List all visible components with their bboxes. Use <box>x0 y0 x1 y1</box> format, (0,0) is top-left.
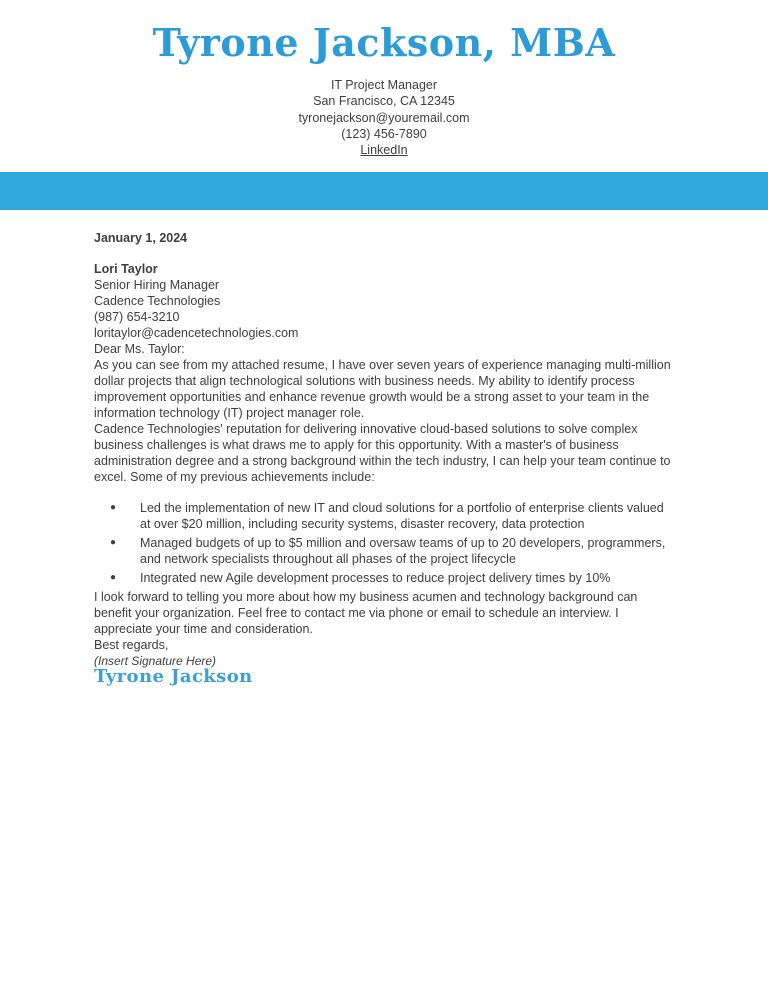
recipient-company: Cadence Technologies <box>94 294 221 309</box>
letter-body <box>0 210 768 688</box>
recipient-phone: (987) 654-3210 <box>94 310 180 325</box>
recipient-title: Senior Hiring Manager <box>94 278 220 293</box>
location: San Francisco, CA 12345 <box>313 94 455 109</box>
achievements-list <box>94 500 672 586</box>
achievement-item <box>94 570 672 586</box>
achievement-text: Led the implementation of new IT and cloud solutions for a portfolio of enterprise clients valued at over $20 million, including security systems, disaster recovery, data protection <box>140 501 664 532</box>
bullet-icon: ● <box>110 537 117 549</box>
bullet-icon: ● <box>110 572 117 584</box>
valediction: Best regards, <box>94 638 169 653</box>
email: tyronejackson@youremail.com <box>298 110 470 125</box>
candidate-name: Tyrone Jackson, MBA <box>152 20 616 65</box>
letter-date: January 1, 2024 <box>94 231 188 246</box>
accent-band <box>0 172 768 210</box>
paragraph-closing: I look forward to telling you more about how my business acumen and technology background can benefit your organization. Feel free to contact me via phone or email to schedule an interview. I appreciate your time and consideration. <box>94 590 638 637</box>
signature-name: Tyrone Jackson <box>94 666 253 688</box>
job-title: IT Project Manager <box>330 78 438 92</box>
phone: (123) 456-7890 <box>341 126 427 141</box>
salutation: Dear Ms. Taylor: <box>94 342 185 357</box>
contact-block <box>0 77 768 158</box>
bullet-icon: ● <box>110 502 117 514</box>
paragraph-company-fit: Cadence Technologies' reputation for delivering innovative cloud-based solutions to solve complex business challenges is what draws me to apply for this opportunity. With a master's of business administration degree and a strong background within the tech industry, I can help your team continue to excel. Some of my previous achievements include: <box>94 422 671 485</box>
achievement-item <box>94 535 672 567</box>
achievement-item <box>94 500 672 532</box>
recipient-name: Lori Taylor <box>94 262 158 277</box>
achievement-text: Integrated new Agile development processes to reduce project delivery times by 10% <box>140 571 611 586</box>
signature-placeholder: (Insert Signature Here) <box>94 654 217 669</box>
letter-header <box>0 0 768 158</box>
recipient-email: loritaylor@cadencetechnologies.com <box>94 326 299 341</box>
paragraph-intro: As you can see from my attached resume, I have over seven years of experience managing multi-million dollar projects that align technological solutions with business needs. My ability to identify process improvement opportunities and enhance revenue growth would be a strong asset to your team in the information technology (IT) project manager role. <box>94 358 671 421</box>
achievement-text: Managed budgets of up to $5 million and oversaw teams of up to 20 developers, programmers, and network specialists throughout all phases of the project lifecycle <box>140 536 666 567</box>
linkedin-link[interactable]: LinkedIn <box>360 143 408 158</box>
recipient-block <box>94 261 672 341</box>
